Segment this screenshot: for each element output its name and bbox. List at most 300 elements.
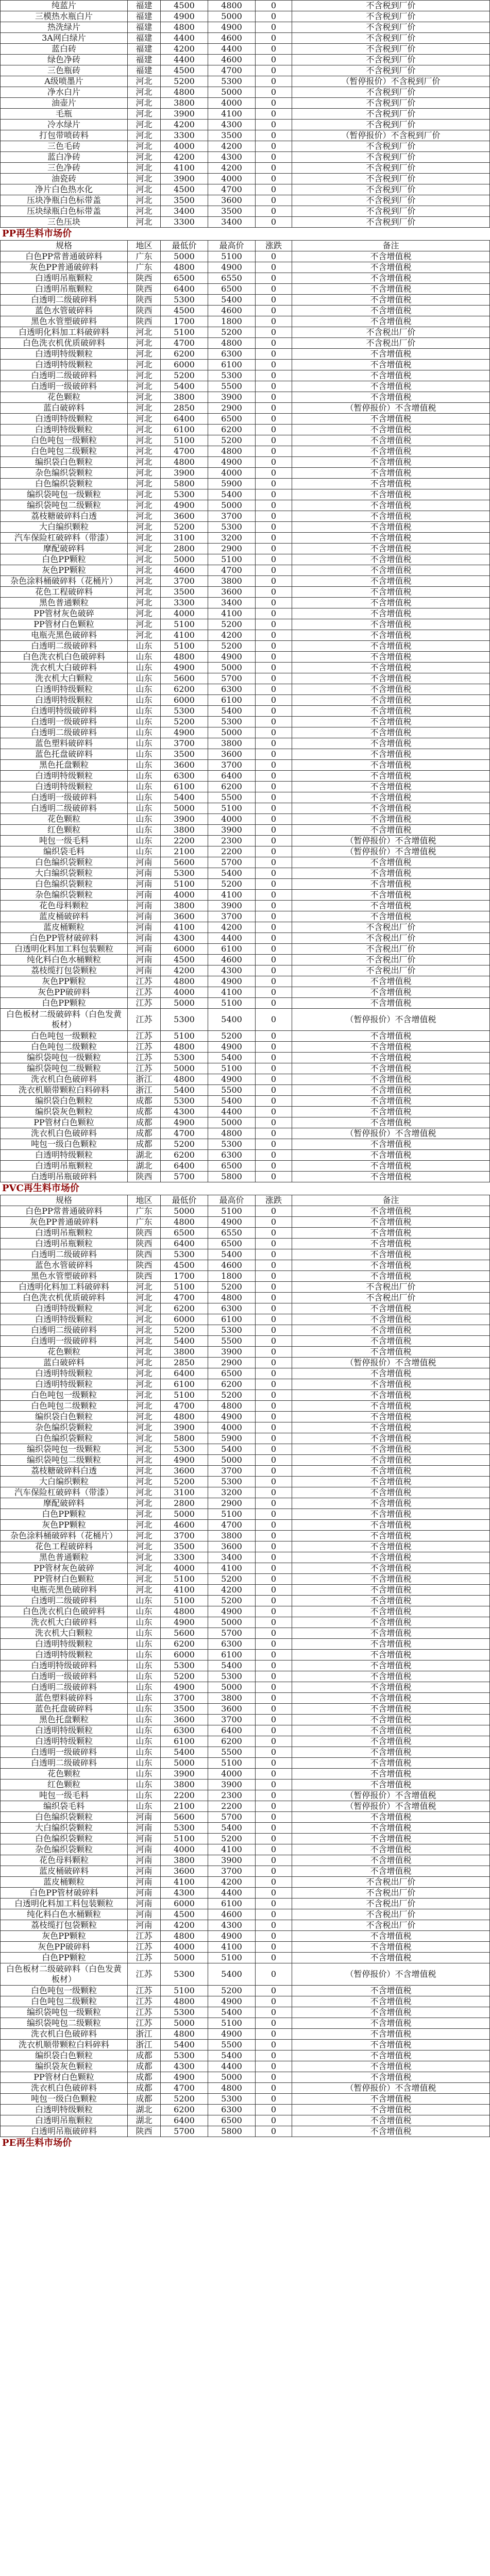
region-cell: 河北 xyxy=(128,1401,161,1412)
remark-cell: 不含增值税 xyxy=(292,641,490,652)
max-price-cell: 5300 xyxy=(208,522,256,533)
max-price-cell: 3500 xyxy=(208,130,256,141)
spec-cell: 白色编织袋颗粒 xyxy=(1,857,128,868)
spec-cell: 白色PP颗粒 xyxy=(1,1509,128,1520)
change-cell: 0 xyxy=(256,738,292,749)
max-price-cell: 5000 xyxy=(208,1455,256,1466)
table-row xyxy=(1,2126,490,2137)
spec-cell: 蓝白破碎料 xyxy=(1,403,128,414)
region-cell: 河北 xyxy=(128,349,161,360)
region-cell: 河北 xyxy=(128,1433,161,1444)
spec-cell: 杂色编织袋颗粒 xyxy=(1,890,128,901)
remark-cell: 不含增值税 xyxy=(292,1574,490,1585)
region-cell: 河北 xyxy=(128,1390,161,1401)
min-price-cell: 5200 xyxy=(161,76,208,87)
table-row xyxy=(1,2094,490,2105)
remark-cell: 不含增值税 xyxy=(292,1844,490,1855)
remark-cell: 不含增值税 xyxy=(292,1379,490,1390)
min-price-cell: 2100 xyxy=(161,846,208,857)
remark-cell: 不含增值税 xyxy=(292,619,490,630)
max-price-cell: 5000 xyxy=(208,500,256,511)
table-row xyxy=(1,2115,490,2126)
region-cell: 河北 xyxy=(128,1303,161,1314)
region-cell: 河北 xyxy=(128,184,161,195)
min-price-cell: 5600 xyxy=(161,1812,208,1823)
spec-cell: 编织袋吨包一级颗粒 xyxy=(1,489,128,500)
max-price-cell: 6100 xyxy=(208,1314,256,1325)
spec-cell: 白色PP常普通破碎料 xyxy=(1,251,128,262)
min-price-cell: 3400 xyxy=(161,206,208,217)
change-cell: 0 xyxy=(256,836,292,846)
max-price-cell: 3700 xyxy=(208,511,256,522)
table-row xyxy=(1,1758,490,1769)
spec-cell: 白色编织袋颗粒 xyxy=(1,1433,128,1444)
change-cell: 0 xyxy=(256,141,292,152)
min-price-cell: 2850 xyxy=(161,1358,208,1368)
max-price-cell: 5000 xyxy=(208,11,256,22)
max-price-cell: 6100 xyxy=(208,1650,256,1660)
spec-cell: 白透明特级颗粒 xyxy=(1,1314,128,1325)
max-price-cell: 5500 xyxy=(208,792,256,803)
region-cell: 河南 xyxy=(128,965,161,976)
region-cell: 江苏 xyxy=(128,1942,161,1953)
table-row xyxy=(1,1736,490,1747)
remark-cell: 不含税到厂价 xyxy=(292,217,490,228)
min-price-cell: 4200 xyxy=(161,152,208,163)
max-price-cell: 2200 xyxy=(208,846,256,857)
change-cell: 0 xyxy=(256,1117,292,1128)
region-cell: 江苏 xyxy=(128,1042,161,1053)
remark-cell: 不含增值税 xyxy=(292,598,490,608)
table-row xyxy=(1,673,490,684)
remark-cell: 不含增值税 xyxy=(292,727,490,738)
spec-cell: 白透明二级破碎料 xyxy=(1,727,128,738)
max-price-cell: 4300 xyxy=(208,120,256,130)
remark-cell: 不含增值税 xyxy=(292,1031,490,1042)
change-cell: 0 xyxy=(256,1128,292,1139)
region-cell: 山东 xyxy=(128,1801,161,1812)
remark-cell: 不含增值税 xyxy=(292,544,490,554)
max-price-cell: 2900 xyxy=(208,544,256,554)
change-cell: 0 xyxy=(256,2115,292,2126)
max-price-cell: 4900 xyxy=(208,976,256,987)
spec-cell: PP管材灰色破碎 xyxy=(1,608,128,619)
min-price-cell: 3800 xyxy=(161,1855,208,1866)
table-row xyxy=(1,544,490,554)
region-cell: 广东 xyxy=(128,1206,161,1217)
min-price-cell: 5400 xyxy=(161,381,208,392)
region-cell: 河北 xyxy=(128,1368,161,1379)
table-row xyxy=(1,738,490,749)
spec-cell: 吨包一级毛料 xyxy=(1,836,128,846)
table-row xyxy=(1,652,490,663)
region-cell: 成都 xyxy=(128,1139,161,1150)
remark-cell: （暂停报价）不含增值税 xyxy=(292,1128,490,1139)
max-price-cell: 3200 xyxy=(208,1487,256,1498)
region-cell: 河北 xyxy=(128,425,161,435)
min-price-cell: 5300 xyxy=(161,1096,208,1107)
table-row xyxy=(1,76,490,87)
spec-cell: 纯化料白色水桶颗粒 xyxy=(1,1909,128,1920)
remark-cell: 不含增值税 xyxy=(292,2007,490,2018)
change-cell: 0 xyxy=(256,554,292,565)
remark-cell: 不含增值税 xyxy=(292,1401,490,1412)
table-row xyxy=(1,1585,490,1596)
region-cell: 山东 xyxy=(128,836,161,846)
spec-cell: 白色洗衣机白色破碎料 xyxy=(1,1606,128,1617)
min-price-cell: 4000 xyxy=(161,1563,208,1574)
table-row xyxy=(1,295,490,306)
change-cell: 0 xyxy=(256,1650,292,1660)
spec-cell: 蓝皮桶颗粒 xyxy=(1,1877,128,1888)
remark-cell: 不含增值税 xyxy=(292,911,490,922)
max-price-cell: 3700 xyxy=(208,911,256,922)
table-row xyxy=(1,152,490,163)
max-price-cell: 3800 xyxy=(208,738,256,749)
min-price-cell: 4900 xyxy=(161,500,208,511)
max-price-cell: 5400 xyxy=(208,1660,256,1671)
table-row xyxy=(1,663,490,673)
region-cell: 山东 xyxy=(128,1693,161,1704)
region-cell: 河南 xyxy=(128,911,161,922)
change-cell: 0 xyxy=(256,65,292,76)
remark-cell: 不含增值税 xyxy=(292,446,490,457)
region-cell: 山东 xyxy=(128,803,161,814)
min-price-cell: 6100 xyxy=(161,425,208,435)
remark-cell: （暂停报价）不含增值税 xyxy=(292,1801,490,1812)
change-cell: 0 xyxy=(256,1379,292,1390)
min-price-cell: 5300 xyxy=(161,2007,208,2018)
region-cell: 山东 xyxy=(128,1747,161,1758)
remark-cell: 不含增值税 xyxy=(292,1866,490,1877)
table-row xyxy=(1,2105,490,2115)
region-cell: 河南 xyxy=(128,1866,161,1877)
min-price-cell: 3100 xyxy=(161,1487,208,1498)
spec-cell: 大白编织颗粒 xyxy=(1,522,128,533)
max-price-cell: 6300 xyxy=(208,1639,256,1650)
change-cell: 0 xyxy=(256,360,292,370)
table-row xyxy=(1,890,490,901)
max-price-cell: 4900 xyxy=(208,1606,256,1617)
max-price-cell: 5700 xyxy=(208,673,256,684)
min-price-cell: 3500 xyxy=(161,195,208,206)
table-row xyxy=(1,717,490,727)
region-cell: 江苏 xyxy=(128,1963,161,1986)
max-price-cell: 6200 xyxy=(208,1736,256,1747)
table-row xyxy=(1,425,490,435)
change-cell: 0 xyxy=(256,489,292,500)
remark-cell: 不含增值税 xyxy=(292,1531,490,1541)
min-price-cell: 4300 xyxy=(161,1888,208,1899)
region-cell: 山东 xyxy=(128,1606,161,1617)
max-price-cell: 4100 xyxy=(208,608,256,619)
change-cell: 0 xyxy=(256,1107,292,1117)
region-cell: 陕西 xyxy=(128,1239,161,1249)
min-price-cell: 3500 xyxy=(161,1541,208,1552)
spec-header: 规格 xyxy=(1,241,128,251)
min-price-cell: 4800 xyxy=(161,1412,208,1422)
max-price-cell: 4200 xyxy=(208,1585,256,1596)
region-cell: 河北 xyxy=(128,1293,161,1303)
table-row xyxy=(1,587,490,598)
remark-cell: 不含增值税 xyxy=(292,1671,490,1682)
remark-cell: 不含增值税 xyxy=(292,360,490,370)
remark-cell: 不含增值税 xyxy=(292,414,490,425)
max-price-cell: 4000 xyxy=(208,174,256,184)
region-cell: 河南 xyxy=(128,1899,161,1909)
change-cell: 0 xyxy=(256,1217,292,1228)
table-row xyxy=(1,1128,490,1139)
remark-cell: 不含增值税 xyxy=(292,1758,490,1769)
min-price-cell: 5200 xyxy=(161,1139,208,1150)
change-cell: 0 xyxy=(256,306,292,316)
remark-cell: 不含增值税 xyxy=(292,306,490,316)
spec-cell: 白透明特级颗粒 xyxy=(1,1639,128,1650)
min-price-cell: 5100 xyxy=(161,879,208,890)
region-cell: 河北 xyxy=(128,511,161,522)
max-price-cell: 5100 xyxy=(208,1206,256,1217)
remark-cell: 不含增值税 xyxy=(292,468,490,479)
min-price-cell: 3700 xyxy=(161,738,208,749)
max-price-cell: 5200 xyxy=(208,641,256,652)
max-price-cell: 4100 xyxy=(208,890,256,901)
min-price-cell: 6200 xyxy=(161,1303,208,1314)
spec-cell: 黑色普通颗粒 xyxy=(1,1552,128,1563)
region-cell: 陕西 xyxy=(128,1228,161,1239)
region-cell: 成都 xyxy=(128,1128,161,1139)
max-price-cell: 5400 xyxy=(208,1823,256,1834)
table-row xyxy=(1,1671,490,1682)
min-price-cell: 4400 xyxy=(161,33,208,44)
min-price-cell: 4700 xyxy=(161,2083,208,2094)
spec-cell: 白色吨包一级颗粒 xyxy=(1,435,128,446)
region-cell: 江苏 xyxy=(128,987,161,998)
region-cell: 陕西 xyxy=(128,1249,161,1260)
max-price-cell: 6300 xyxy=(208,684,256,695)
min-price-cell: 4800 xyxy=(161,1931,208,1942)
remark-cell: 不含增值税 xyxy=(292,673,490,684)
max-price-cell: 4800 xyxy=(208,1128,256,1139)
region-cell: 广东 xyxy=(128,262,161,273)
max-price-cell: 4000 xyxy=(208,814,256,825)
table-row xyxy=(1,1172,490,1182)
table-row xyxy=(1,1293,490,1303)
change-cell: 0 xyxy=(256,1368,292,1379)
change-cell: 0 xyxy=(256,1172,292,1182)
table-row xyxy=(1,1412,490,1422)
remark-cell: 不含税到厂价 xyxy=(292,195,490,206)
remark-cell: 不含税到厂价 xyxy=(292,120,490,130)
change-cell: 0 xyxy=(256,1150,292,1161)
change-cell: 0 xyxy=(256,1031,292,1042)
max-price-cell: 5300 xyxy=(208,1477,256,1487)
min-price-cell: 4800 xyxy=(161,2029,208,2040)
region-cell: 广东 xyxy=(128,251,161,262)
table-row xyxy=(1,771,490,782)
remark-cell: 不含增值税 xyxy=(292,554,490,565)
change-cell: 0 xyxy=(256,98,292,109)
spec-cell: 杂色编织袋颗粒 xyxy=(1,1422,128,1433)
min-price-cell: 5300 xyxy=(161,2050,208,2061)
change-cell: 0 xyxy=(256,933,292,944)
remark-cell: 不含增值税 xyxy=(292,1368,490,1379)
region-cell: 山东 xyxy=(128,1704,161,1715)
spec-cell: 压块绿瓶白色标带盖 xyxy=(1,206,128,217)
max-price-cell: 4900 xyxy=(208,1931,256,1942)
change-cell: 0 xyxy=(256,771,292,782)
min-price-header: 最低价 xyxy=(161,1195,208,1206)
table-row xyxy=(1,792,490,803)
max-price-cell: 4800 xyxy=(208,1,256,11)
remark-cell: 不含增值税 xyxy=(292,825,490,836)
remark-cell: 不含增值税 xyxy=(292,738,490,749)
region-cell: 河南 xyxy=(128,890,161,901)
remark-cell: 不含增值税 xyxy=(292,1487,490,1498)
max-price-cell: 5200 xyxy=(208,1596,256,1606)
min-price-cell: 6000 xyxy=(161,1899,208,1909)
spec-cell: 花色工程破碎料 xyxy=(1,587,128,598)
max-price-cell: 3700 xyxy=(208,1466,256,1477)
min-price-cell: 4800 xyxy=(161,976,208,987)
table-row xyxy=(1,11,490,22)
table-row xyxy=(1,608,490,619)
min-price-cell: 5000 xyxy=(161,2018,208,2029)
spec-cell: 灰色PP破碎料 xyxy=(1,1942,128,1953)
change-cell: 0 xyxy=(256,652,292,663)
spec-cell: 电瓶壳黑色破碎料 xyxy=(1,1585,128,1596)
change-cell: 0 xyxy=(256,2126,292,2137)
max-price-cell: 5200 xyxy=(208,619,256,630)
region-cell: 河北 xyxy=(128,587,161,598)
remark-cell: 不含增值税 xyxy=(292,489,490,500)
remark-cell: （暂停报价）不含增值税 xyxy=(292,846,490,857)
table-row xyxy=(1,1401,490,1412)
remark-cell: 不含增值税 xyxy=(292,890,490,901)
table-row xyxy=(1,392,490,403)
min-price-cell: 6000 xyxy=(161,1650,208,1660)
spec-cell: 杂色涂料桶破碎料（花桶片） xyxy=(1,576,128,587)
region-cell: 山东 xyxy=(128,1715,161,1725)
max-price-cell: 3700 xyxy=(208,760,256,771)
spec-cell: 杂色编织袋颗粒 xyxy=(1,1844,128,1855)
change-cell: 0 xyxy=(256,1866,292,1877)
min-price-cell: 4800 xyxy=(161,1074,208,1085)
region-cell: 河北 xyxy=(128,76,161,87)
min-price-cell: 5600 xyxy=(161,673,208,684)
spec-cell: 白透明二级破碎料 xyxy=(1,1325,128,1336)
region-cell: 陕西 xyxy=(128,316,161,327)
min-price-cell: 3900 xyxy=(161,1769,208,1780)
table-row xyxy=(1,879,490,890)
min-price-cell: 3800 xyxy=(161,392,208,403)
spec-cell: 白色PP管材破碎料 xyxy=(1,933,128,944)
table-row xyxy=(1,1085,490,1096)
change-cell: 0 xyxy=(256,1725,292,1736)
table-row xyxy=(1,1942,490,1953)
region-cell: 湖北 xyxy=(128,1150,161,1161)
min-price-cell: 4700 xyxy=(161,1293,208,1303)
spec-cell: 编织袋灰色颗粒 xyxy=(1,1107,128,1117)
max-price-cell: 4000 xyxy=(208,468,256,479)
spec-cell: 三色毛砖 xyxy=(1,141,128,152)
change-cell: 0 xyxy=(256,1347,292,1358)
spec-cell: 白透明二级破碎料 xyxy=(1,1682,128,1693)
min-price-cell: 5400 xyxy=(161,1085,208,1096)
table-row xyxy=(1,1260,490,1271)
min-price-cell: 4600 xyxy=(161,565,208,576)
remark-cell: 不含增值税 xyxy=(292,1271,490,1282)
min-price-cell: 6400 xyxy=(161,1239,208,1249)
table-row xyxy=(1,65,490,76)
table-row xyxy=(1,1031,490,1042)
remark-cell: 不含增值税 xyxy=(292,630,490,641)
min-price-cell: 6400 xyxy=(161,1368,208,1379)
region-cell: 河北 xyxy=(128,195,161,206)
min-price-cell: 5300 xyxy=(161,295,208,306)
change-cell: 0 xyxy=(256,251,292,262)
remark-cell: 不含增值税 xyxy=(292,1953,490,1963)
min-price-cell: 3700 xyxy=(161,1531,208,1541)
remark-cell: 不含税出厂价 xyxy=(292,1899,490,1909)
table-row xyxy=(1,435,490,446)
table-row xyxy=(1,1563,490,1574)
change-cell: 0 xyxy=(256,1444,292,1455)
min-price-cell: 4200 xyxy=(161,120,208,130)
table-row xyxy=(1,33,490,44)
remark-cell: （暂停报价）不含税到厂价 xyxy=(292,130,490,141)
spec-cell: 白色洗衣机优质破碎料 xyxy=(1,338,128,349)
region-cell: 河北 xyxy=(128,1487,161,1498)
table-row xyxy=(1,479,490,489)
min-price-cell: 5400 xyxy=(161,792,208,803)
max-price-cell: 6550 xyxy=(208,1228,256,1239)
max-price-cell: 4600 xyxy=(208,306,256,316)
max-price-cell: 3700 xyxy=(208,1866,256,1877)
spec-cell: 压块净瓶白色标带盖 xyxy=(1,195,128,206)
change-cell: 0 xyxy=(256,435,292,446)
spec-cell: 白透明二级破碎料 xyxy=(1,1596,128,1606)
region-cell: 河南 xyxy=(128,1877,161,1888)
change-cell: 0 xyxy=(256,792,292,803)
remark-cell: 不含增值税 xyxy=(292,1780,490,1790)
region-cell: 山东 xyxy=(128,792,161,803)
max-price-cell: 4400 xyxy=(208,2061,256,2072)
change-cell: 0 xyxy=(256,1888,292,1899)
max-price-cell: 5300 xyxy=(208,370,256,381)
table-row xyxy=(1,457,490,468)
change-cell: 0 xyxy=(256,1899,292,1909)
change-cell: 0 xyxy=(256,695,292,706)
table-row xyxy=(1,55,490,65)
max-price-cell: 3900 xyxy=(208,1780,256,1790)
table-row xyxy=(1,706,490,717)
spec-cell: 洗衣机顺带颗粒白料碎料 xyxy=(1,2040,128,2050)
table-row xyxy=(1,1249,490,1260)
min-price-cell: 3900 xyxy=(161,1422,208,1433)
region-cell: 山东 xyxy=(128,1682,161,1693)
spec-cell: 白透明吊瓶颗粒 xyxy=(1,1161,128,1172)
region-cell: 河北 xyxy=(128,1585,161,1596)
remark-cell: 不含增值税 xyxy=(292,2040,490,2050)
remark-cell: 不含增值税 xyxy=(292,1736,490,1747)
spec-cell: 大白编织颗粒 xyxy=(1,1477,128,1487)
min-price-cell: 4800 xyxy=(161,457,208,468)
remark-cell: 不含增值税 xyxy=(292,1336,490,1347)
spec-cell: 白色吨包二级颗粒 xyxy=(1,1996,128,2007)
min-price-cell: 6200 xyxy=(161,349,208,360)
max-price-cell: 6200 xyxy=(208,1379,256,1390)
table-row xyxy=(1,1801,490,1812)
